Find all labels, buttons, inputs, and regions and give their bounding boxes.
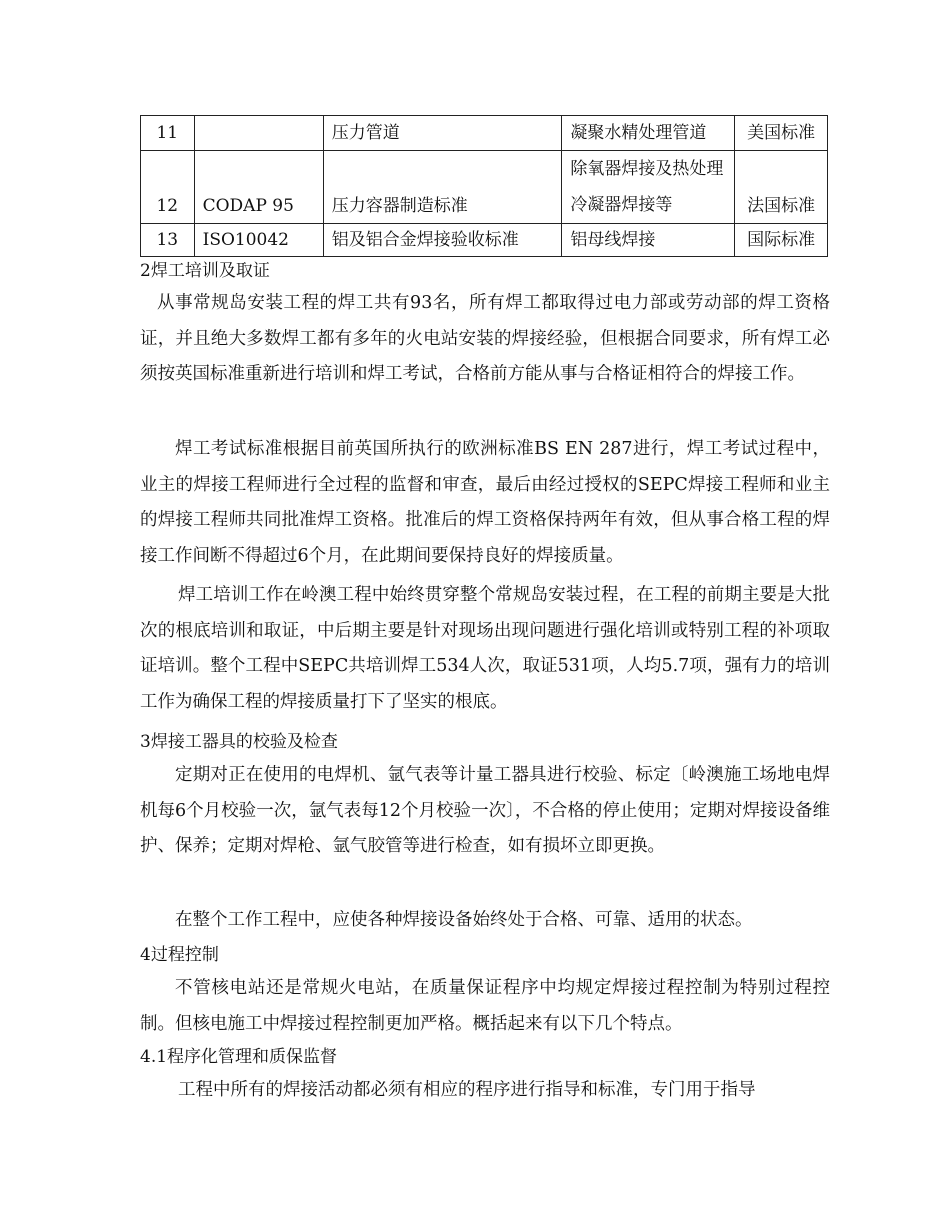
section-4-1-heading: 4.1程序化管理和质保监督	[140, 1047, 338, 1067]
section-4-1-paragraph-1: 工程中所有的焊接活动都必须有相应的程序进行指导和标准，专门用于指导	[178, 1080, 756, 1100]
section-3-paragraph-2: 在整个工作工程中，应使各种焊接设备始终处于合格、可靠、适用的状态。	[175, 910, 753, 930]
standard-code: ISO10042	[194, 224, 323, 257]
application-scope: 除氧器焊接及热处理冷凝器焊接等	[562, 151, 735, 224]
section-2-paragraph-2: 焊工考试标准根据目前英国所执行的欧洲标准BS EN 287进行，焊工考试过程中，业主的焊接工程师进行全过程的监督和审查，最后由经过授权的SEPC焊接工程师和业主的焊接工程师共同批准焊工资格。批准后的焊工资格保持两年有效，但从事合格工程的焊接工作间断不得超过6个月，在此期间要保持良好的焊接质量。	[140, 439, 830, 566]
section-2-heading: 2焊工培训及取证	[140, 261, 270, 281]
section-2-paragraph-1: 从事常规岛安装工程的焊工共有93名，所有焊工都取得过电力部或劳动部的焊工资格证，并且绝大多数焊工都有多年的火电站安装的焊接经验，但根据合同要求，所有焊工必须按英国标准重新进行培训和焊工考试，合格前方能从事与合格证相符合的焊接工作。	[140, 293, 830, 384]
standard-name: 压力管道	[323, 116, 562, 151]
standard-origin: 法国标准	[735, 151, 828, 224]
section-3-heading: 3焊接工器具的校验及检查	[140, 732, 338, 752]
application-scope: 铝母线焊接	[562, 224, 735, 257]
standard-name: 压力容器制造标准	[323, 151, 562, 224]
standard-code: CODAP 95	[194, 151, 323, 224]
table-row	[141, 151, 828, 224]
standard-origin: 国际标准	[735, 224, 828, 257]
standard-name: 铝及铝合金焊接验收标准	[323, 224, 562, 257]
section-4-paragraph-1: 不管核电站还是常规火电站，在质量保证程序中均规定焊接过程控制为特别过程控制。但核电施工中焊接过程控制更加严格。概括起来有以下几个特点。	[140, 978, 830, 1034]
table-row	[141, 224, 828, 257]
standard-origin: 美国标准	[735, 116, 828, 151]
application-scope: 凝聚水精处理管道	[562, 116, 735, 151]
standard-code	[194, 116, 323, 151]
table-row	[141, 116, 828, 151]
section-3-paragraph-1: 定期对正在使用的电焊机、氩气表等计量工器具进行校验、标定〔岭澳施工场地电焊机每6个月校验一次，氩气表每12个月校验一次〕，不合格的停止使用；定期对焊接设备维护、保养；定期对焊枪、氩气胶管等进行检查，如有损坏立即更换。	[140, 765, 830, 856]
row-number: 13	[141, 224, 195, 257]
section-4-heading: 4过程控制	[140, 945, 219, 965]
row-number: 11	[141, 116, 195, 151]
standards-table	[140, 115, 828, 257]
section-2-paragraph-3: 焊工培训工作在岭澳工程中始终贯穿整个常规岛安装过程，在工程的前期主要是大批次的根底培训和取证，中后期主要是针对现场出现问题进行强化培训或特别工程的补项取证培训。整个工程中SEPC共培训焊工534人次，取证531项，人均5.7项，强有力的培训工作为确保工程的焊接质量打下了坚实的根底。	[140, 585, 830, 712]
row-number: 12	[141, 151, 195, 224]
